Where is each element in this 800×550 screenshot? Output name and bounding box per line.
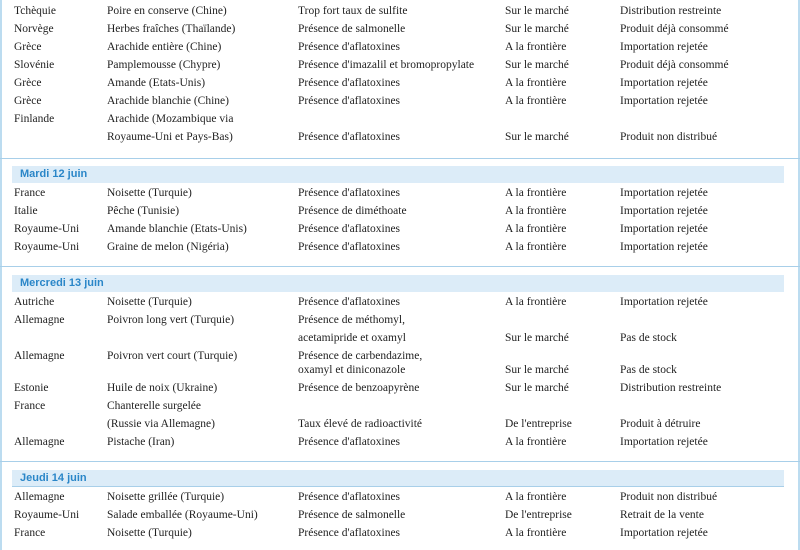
table-row xyxy=(0,524,800,542)
date-header: Mardi 12 juin xyxy=(20,168,88,180)
product-cell: (Russie via Allemagne) xyxy=(107,418,215,430)
problem-cell: Taux élevé de radioactivité xyxy=(298,418,423,430)
date-header-band xyxy=(12,275,784,292)
product-cell: Noisette (Turquie) xyxy=(107,187,192,199)
measure-cell: Importation rejetée xyxy=(620,41,708,53)
control-cell: A la frontière xyxy=(505,41,567,53)
table-row xyxy=(0,329,800,347)
table-row xyxy=(0,38,800,56)
measure-cell: Produit à détruire xyxy=(620,418,701,430)
date-header-band xyxy=(12,470,784,487)
country-cell: Grèce xyxy=(14,77,42,89)
measure-cell: Pas de stock xyxy=(620,364,677,376)
country-cell: Allemagne xyxy=(14,350,65,362)
problem-cell: acetamipride et oxamyl xyxy=(298,332,406,344)
problem-cell: Présence de salmonelle xyxy=(298,23,406,35)
date-header: Mercredi 13 juin xyxy=(20,277,104,289)
table-row xyxy=(0,379,800,397)
product-cell: Amande (Etats-Unis) xyxy=(107,77,206,89)
country-cell: Grèce xyxy=(14,95,42,107)
control-cell: Sur le marché xyxy=(505,332,569,344)
country-cell: Allemagne xyxy=(14,491,65,503)
product-cell: Pêche (Tunisie) xyxy=(107,205,180,217)
problem-cell: Présence d'aflatoxines xyxy=(298,491,401,503)
problem-cell: Présence de méthomyl, xyxy=(298,314,405,326)
problem-cell: Présence d'imazalil et bromopropylate xyxy=(298,59,475,71)
table-row xyxy=(0,56,800,74)
table-row xyxy=(0,433,800,451)
problem-cell: Présence d'aflatoxines xyxy=(298,436,401,448)
table-row xyxy=(0,202,800,220)
country-cell: Royaume-Uni xyxy=(14,223,80,235)
product-cell: Huile de noix (Ukraine) xyxy=(107,382,218,394)
country-cell: Slovénie xyxy=(14,59,55,71)
product-cell: Pamplemousse (Chypre) xyxy=(107,59,221,71)
product-cell: Salade emballée (Royaume-Uni) xyxy=(107,509,258,521)
problem-cell: Présence de carbendazime, xyxy=(298,350,423,362)
table-row xyxy=(0,92,800,110)
country-cell: Royaume-Uni xyxy=(14,509,80,521)
control-cell: De l'entreprise xyxy=(505,509,572,521)
date-header-band xyxy=(12,166,784,183)
problem-cell: Présence d'aflatoxines xyxy=(298,41,401,53)
header-underline xyxy=(12,486,784,487)
measure-cell: Produit déjà consommé xyxy=(620,59,729,71)
measure-cell: Importation rejetée xyxy=(620,241,708,253)
measure-cell: Importation rejetée xyxy=(620,223,708,235)
section-divider xyxy=(0,158,800,159)
product-cell: Noisette (Turquie) xyxy=(107,527,192,539)
product-cell: Pistache (Iran) xyxy=(107,436,175,448)
measure-cell: Distribution restreinte xyxy=(620,5,722,17)
product-cell: Poivron vert court (Turquie) xyxy=(107,350,238,362)
country-cell: Norvège xyxy=(14,23,54,35)
measure-cell: Retrait de la vente xyxy=(620,509,704,521)
country-cell: Autriche xyxy=(14,296,55,308)
table-row xyxy=(0,238,800,256)
product-cell: Noisette grillée (Turquie) xyxy=(107,491,225,503)
control-cell: Sur le marché xyxy=(505,23,569,35)
measure-cell: Importation rejetée xyxy=(620,187,708,199)
country-cell: Allemagne xyxy=(14,436,65,448)
table-row xyxy=(0,74,800,92)
measure-cell: Importation rejetée xyxy=(620,205,708,217)
measure-cell: Produit non distribué xyxy=(620,131,718,143)
problem-cell: Présence d'aflatoxines xyxy=(298,223,401,235)
table-row xyxy=(0,397,800,415)
problem-cell: Présence de salmonelle xyxy=(298,509,406,521)
problem-cell: Présence de benzoapyrène xyxy=(298,382,420,394)
table-row xyxy=(0,293,800,311)
country-cell: Finlande xyxy=(14,113,55,125)
control-cell: De l'entreprise xyxy=(505,418,572,430)
control-cell: A la frontière xyxy=(505,491,567,503)
control-cell: A la frontière xyxy=(505,205,567,217)
table-row xyxy=(0,110,800,128)
table-row xyxy=(0,415,800,433)
measure-cell: Pas de stock xyxy=(620,332,677,344)
country-cell: Grèce xyxy=(14,41,42,53)
product-cell: Herbes fraîches (Thaïlande) xyxy=(107,23,236,35)
measure-cell: Importation rejetée xyxy=(620,527,708,539)
country-cell: Estonie xyxy=(14,382,49,394)
table-row xyxy=(0,506,800,524)
measure-cell: Importation rejetée xyxy=(620,77,708,89)
control-cell: A la frontière xyxy=(505,95,567,107)
problem-cell: Présence d'aflatoxines xyxy=(298,527,401,539)
table-row xyxy=(0,488,800,506)
table-row xyxy=(0,361,800,379)
country-cell: Italie xyxy=(14,205,38,217)
measure-cell: Produit non distribué xyxy=(620,491,718,503)
product-cell: Poire en conserve (Chine) xyxy=(107,5,227,17)
control-cell: A la frontière xyxy=(505,296,567,308)
country-cell: France xyxy=(14,400,46,412)
product-cell: Amande blanchie (Etats-Unis) xyxy=(107,223,247,235)
date-header: Jeudi 14 juin xyxy=(20,472,87,484)
measure-cell: Importation rejetée xyxy=(620,95,708,107)
problem-cell: Présence d'aflatoxines xyxy=(298,77,401,89)
table-row xyxy=(0,20,800,38)
problem-cell: Présence d'aflatoxines xyxy=(298,131,401,143)
measure-cell: Importation rejetée xyxy=(620,296,708,308)
table-row xyxy=(0,311,800,329)
problem-cell: oxamyl et diniconazole xyxy=(298,364,406,376)
problem-cell: Trop fort taux de sulfite xyxy=(298,5,408,17)
problem-cell: Présence d'aflatoxines xyxy=(298,296,401,308)
product-cell: Noisette (Turquie) xyxy=(107,296,192,308)
section-divider xyxy=(0,266,800,267)
table-row xyxy=(0,128,800,146)
problem-cell: Présence d'aflatoxines xyxy=(298,95,401,107)
section-divider xyxy=(0,461,800,462)
product-cell: Arachide (Mozambique via xyxy=(107,113,234,125)
country-cell: Royaume-Uni xyxy=(14,241,80,253)
control-cell: A la frontière xyxy=(505,187,567,199)
country-cell: France xyxy=(14,527,46,539)
product-cell: Chanterelle surgelée xyxy=(107,400,201,412)
country-cell: Allemagne xyxy=(14,314,65,326)
problem-cell: Présence de diméthoate xyxy=(298,205,407,217)
control-cell: A la frontière xyxy=(505,436,567,448)
problem-cell: Présence d'aflatoxines xyxy=(298,241,401,253)
control-cell: Sur le marché xyxy=(505,382,569,394)
table-row xyxy=(0,220,800,238)
product-cell: Poivron long vert (Turquie) xyxy=(107,314,235,326)
country-cell: France xyxy=(14,187,46,199)
product-cell: Royaume-Uni et Pays-Bas) xyxy=(107,131,233,143)
product-cell: Arachide blanchie (Chine) xyxy=(107,95,229,107)
control-cell: A la frontière xyxy=(505,241,567,253)
control-cell: Sur le marché xyxy=(505,364,569,376)
product-cell: Arachide entière (Chine) xyxy=(107,41,222,53)
country-cell: Tchèquie xyxy=(14,5,56,17)
measure-cell: Distribution restreinte xyxy=(620,382,722,394)
table-row xyxy=(0,2,800,20)
product-cell: Graine de melon (Nigéria) xyxy=(107,241,229,253)
table-row xyxy=(0,184,800,202)
measure-cell: Importation rejetée xyxy=(620,436,708,448)
control-cell: Sur le marché xyxy=(505,5,569,17)
control-cell: A la frontière xyxy=(505,527,567,539)
control-cell: Sur le marché xyxy=(505,59,569,71)
measure-cell: Produit déjà consommé xyxy=(620,23,729,35)
control-cell: A la frontière xyxy=(505,223,567,235)
control-cell: A la frontière xyxy=(505,77,567,89)
problem-cell: Présence d'aflatoxines xyxy=(298,187,401,199)
control-cell: Sur le marché xyxy=(505,131,569,143)
